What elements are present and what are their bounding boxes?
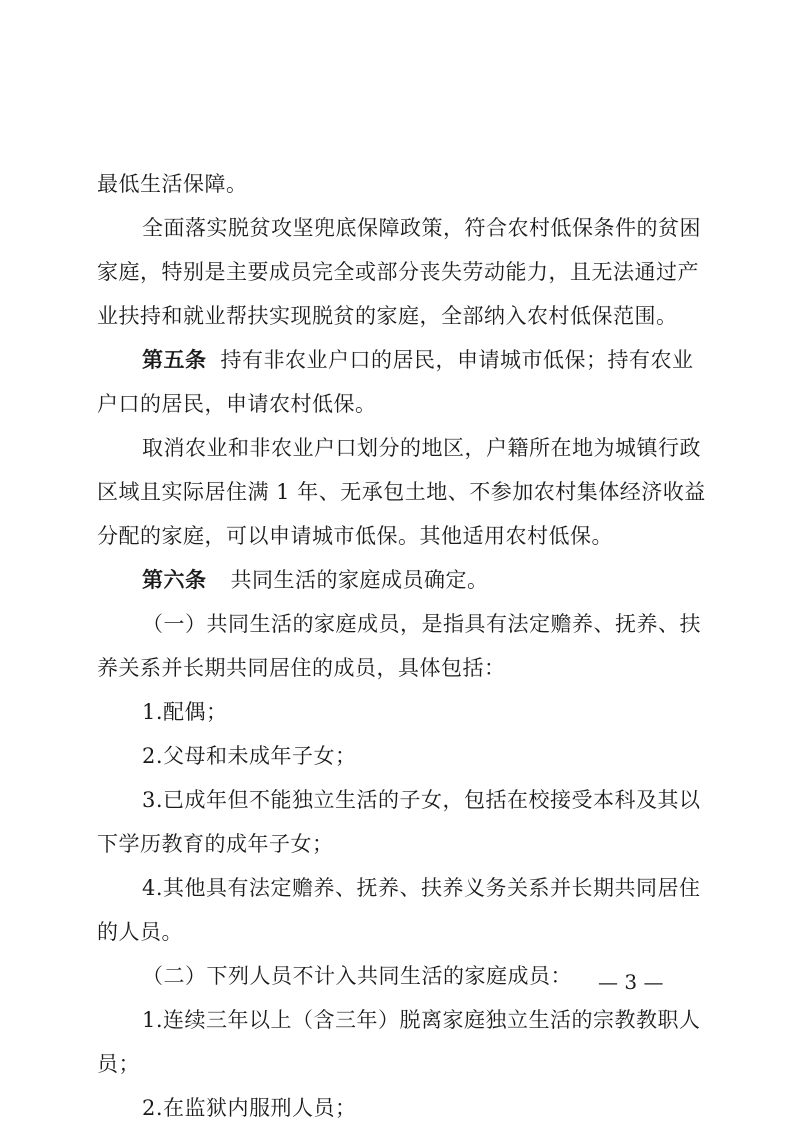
text-line: 业扶持和就业帮扶实现脱贫的家庭，全部纳入农村低保范围。: [97, 304, 678, 328]
article-number: 第六条: [142, 567, 207, 592]
article-line: [142, 346, 694, 374]
article-number: 第五条: [142, 347, 207, 372]
text-line: 取消农业和非农业户口划分的地区，户籍所在地为城镇行政: [142, 436, 701, 460]
list-item: 4.其他具有法定赡养、抚养、扶养义务关系并长期共同居住: [142, 876, 701, 900]
text-line: 区域且实际居住满 1 年、无承包土地、不参加农村集体经济收益: [97, 480, 706, 504]
text-line: （一）共同生活的家庭成员，是指具有法定赡养、抚养、扶: [142, 612, 701, 636]
text-line: 家庭，特别是主要成员完全或部分丧失劳动能力，且无法通过产: [97, 260, 699, 284]
text-line: 最低生活保障。: [97, 172, 248, 196]
text-line: 分配的家庭，可以申请城市低保。其他适用农村低保。: [97, 524, 613, 548]
text-line: 的人员。: [97, 920, 183, 944]
article-line: [142, 566, 489, 594]
text-line: 养关系并长期共同居住的成员，具体包括：: [97, 656, 506, 680]
list-item: 2.在监狱内服刑人员；: [142, 1096, 357, 1120]
text-line: 下学历教育的成年子女；: [97, 832, 334, 856]
list-item: 2.父母和未成年子女；: [142, 744, 357, 768]
text-line: （二）下列人员不计入共同生活的家庭成员：: [142, 964, 572, 988]
text-line: 全面落实脱贫攻坚兜底保障政策，符合农村低保条件的贫困: [142, 216, 701, 240]
text-line: 员；: [97, 1052, 140, 1076]
article-text: 共同生活的家庭成员确定。: [230, 568, 489, 592]
page-number: — 3 —: [598, 970, 664, 994]
list-item: 3.已成年但不能独立生活的子女，包括在校接受本科及其以: [142, 788, 701, 812]
list-item: 1.连续三年以上（含三年）脱离家庭独立生活的宗教教职人: [142, 1008, 701, 1032]
article-text: 持有非农业户口的居民，申请城市低保；持有农业: [220, 348, 694, 372]
text-line: 户口的居民，申请农村低保。: [97, 392, 377, 416]
list-item: 1.配偶；: [142, 700, 228, 724]
